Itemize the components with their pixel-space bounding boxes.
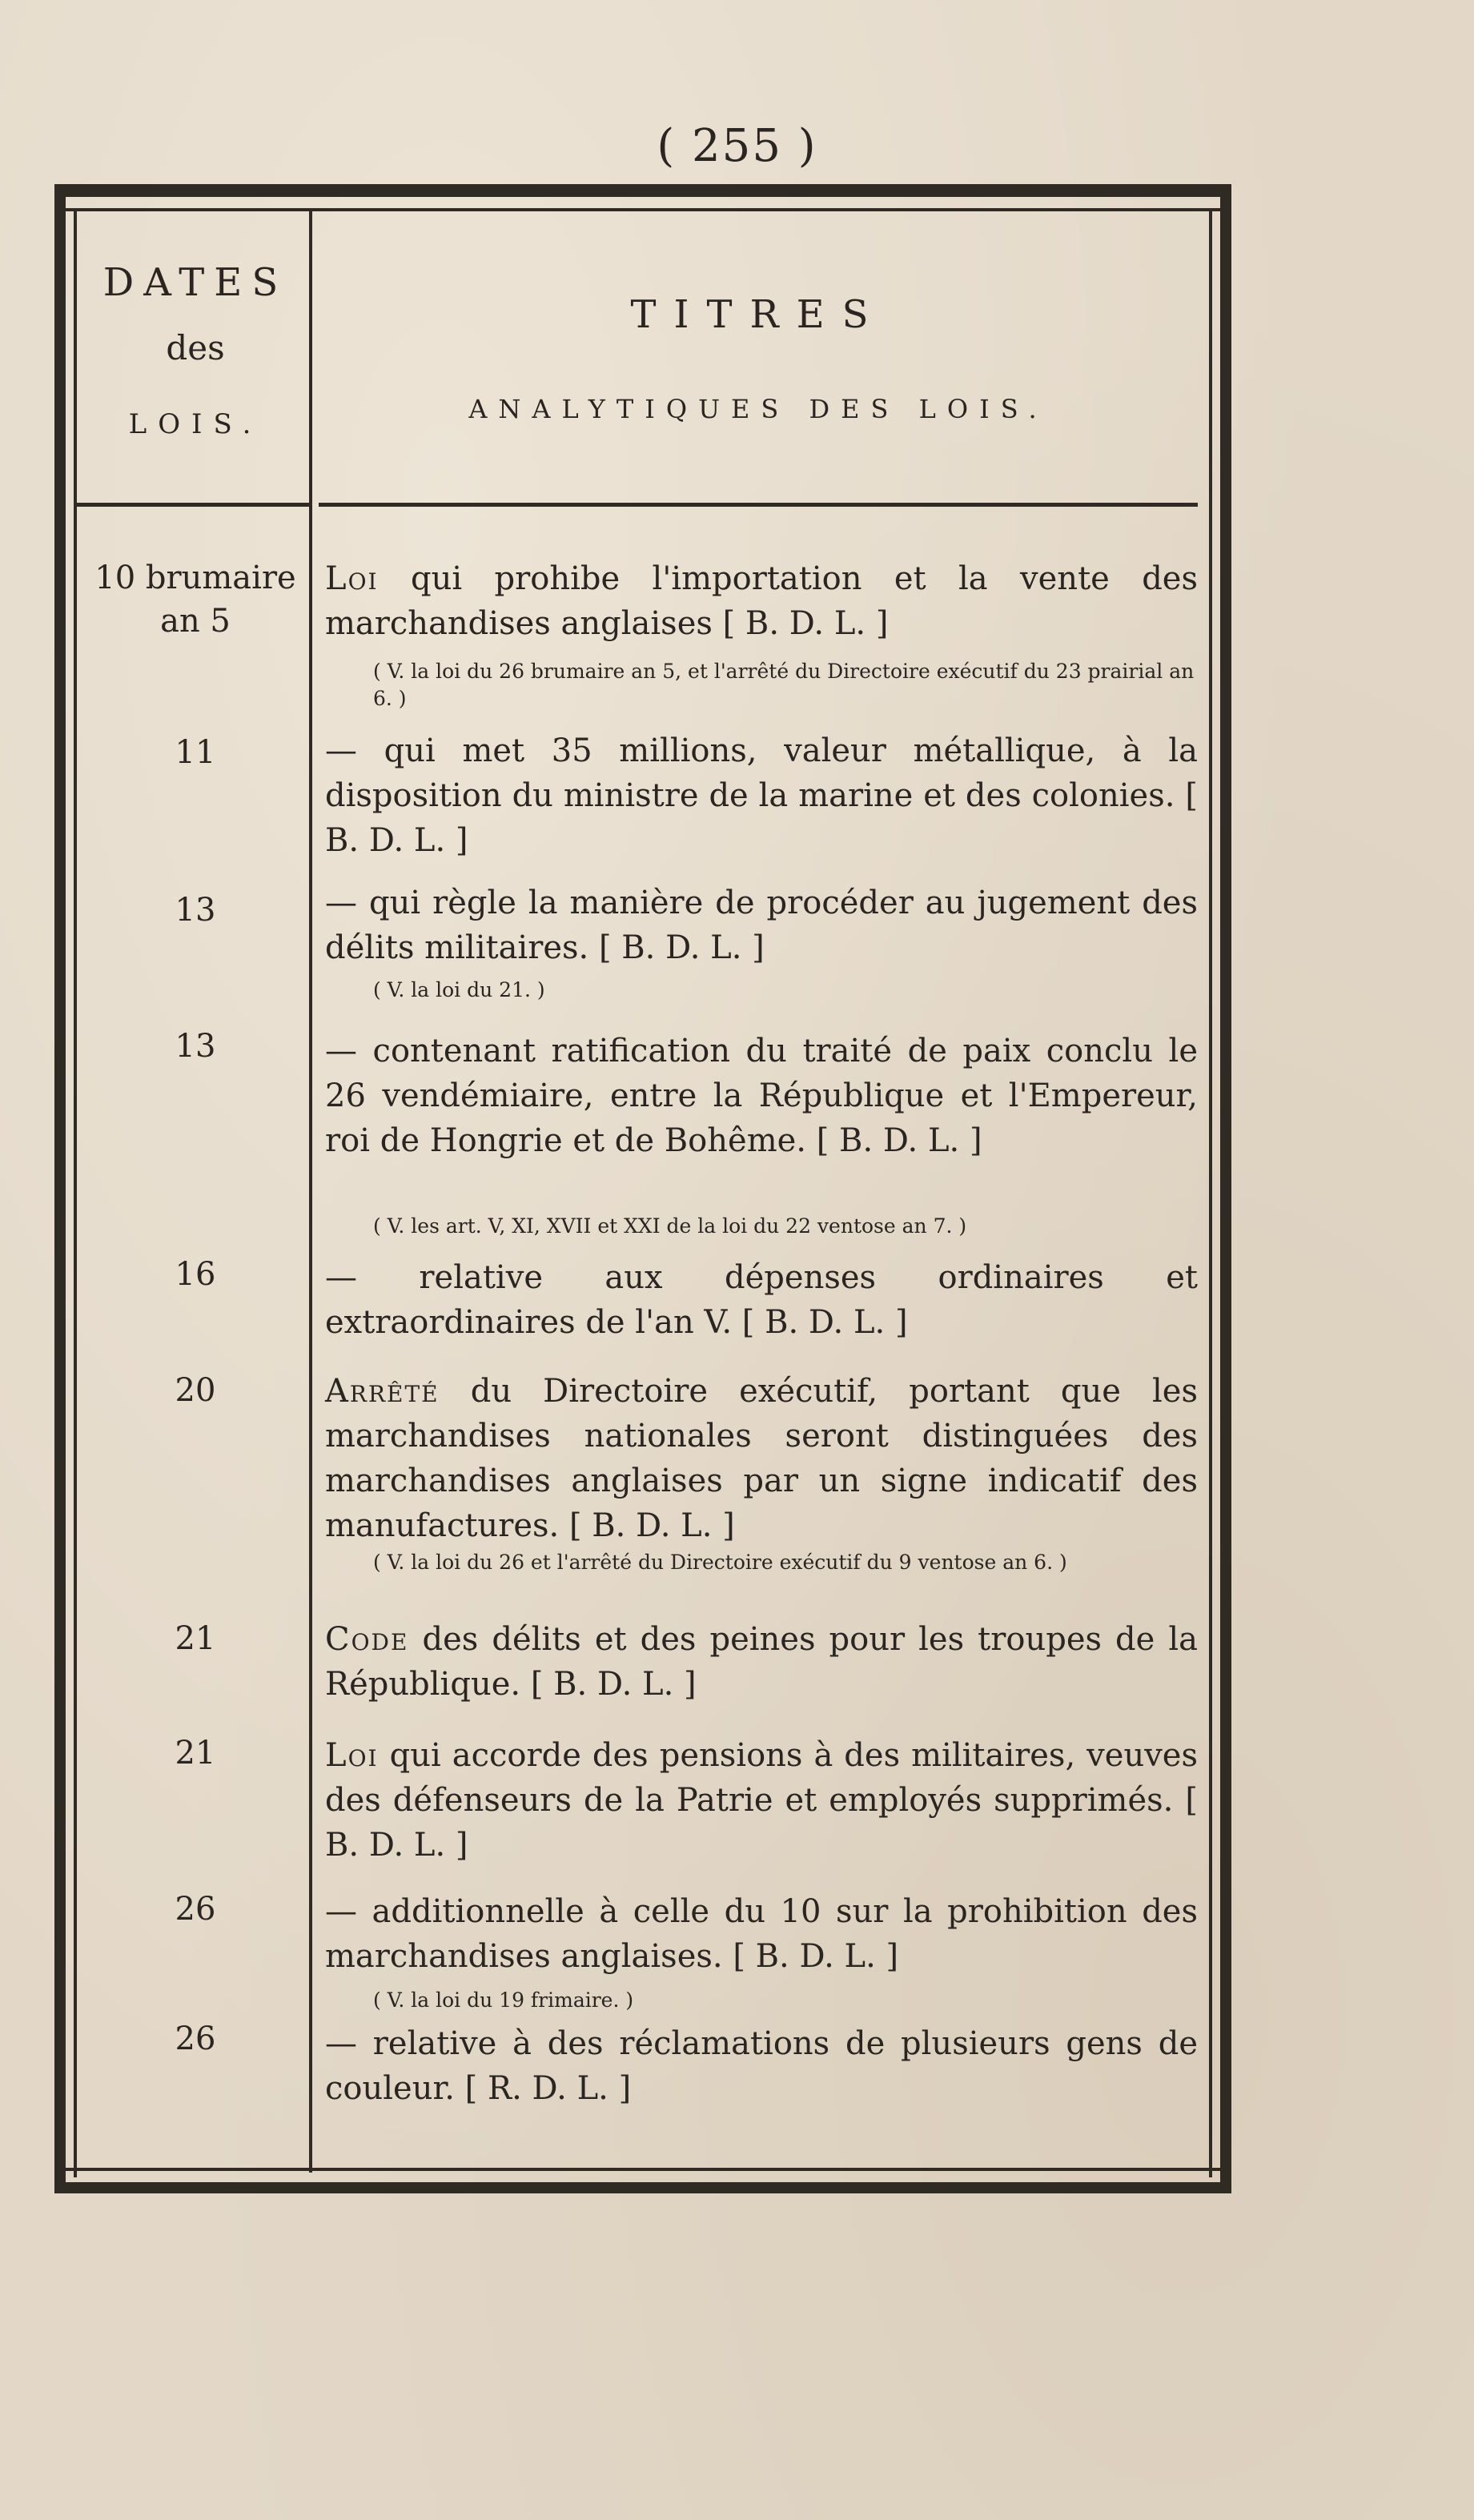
entry-title: — contenant ratification du traité de paix conclu le 26 vendémiaire, entre la République et l'Empereur, roi de Hongrie et de Bohême. [ B. D. L. ]: [325, 1033, 1198, 1159]
header-analytiques: ANALYTIQUES DES LOIS.: [468, 394, 1048, 424]
entry-lead: Arrêté: [325, 1373, 440, 1410]
law-table: [54, 184, 1231, 2193]
entry-title: [325, 1369, 1198, 1548]
entry-note: ( V. la loi du 19 frimaire. ): [373, 1988, 634, 2012]
entry-date-day: 10 brumaire: [94, 560, 296, 596]
header-dates: DATES: [102, 260, 288, 305]
table-bottom-rule: [54, 2182, 1231, 2193]
header-rule-dates: [77, 503, 309, 507]
table-right-border: [1220, 184, 1231, 2193]
header-titres: TITRES: [630, 292, 886, 337]
entry-date: 26: [175, 2020, 216, 2057]
entry-title: — relative aux dépenses ordinaires et extraordinaires de l'an V. [ B. D. L. ]: [325, 1259, 1198, 1341]
entry-lead: Loi: [325, 560, 379, 597]
entry-date: 13: [175, 892, 216, 929]
entry-title: [325, 1617, 1198, 1707]
header-des: des: [166, 328, 225, 367]
entry-date: 11: [175, 734, 216, 771]
entry-note: ( V. la loi du 26 brumaire an 5, et l'arrêté du Directoire exécutif du 23 prairial an 6. ): [373, 660, 1195, 710]
entry-date: 16: [175, 1256, 216, 1293]
entry-lead: Code: [325, 1621, 409, 1658]
column-divider: [309, 211, 312, 2173]
entry-date: 26: [175, 1891, 216, 1928]
entry-date-year: an 5: [160, 603, 231, 640]
entry-date: 13: [175, 1028, 216, 1065]
table-right-thin-border: [1209, 208, 1212, 2177]
table-top-thin-rule: [54, 208, 1231, 211]
entry-title: — qui règle la manière de procéder au jugement des délits militaires. [ B. D. L. ]: [325, 885, 1198, 966]
entry-title: — relative à des réclamations de plusieurs gens de couleur. [ R. D. L. ]: [325, 2025, 1198, 2107]
page-number: ( 255 ): [657, 120, 817, 172]
entry-lead: Loi: [325, 1737, 379, 1774]
entry-date: 20: [175, 1372, 216, 1409]
table-top-rule: [54, 184, 1231, 197]
entry-note: ( V. la loi du 21. ): [373, 978, 545, 1001]
entry-body: qui prohibe l'importation et la vente des marchandises anglaises [ B. D. L. ]: [325, 560, 1198, 642]
header-lois: LOIS.: [128, 408, 263, 440]
entry-title: — additionnelle à celle du 10 sur la prohibition des marchandises anglaises. [ B. D. L. ]: [325, 1893, 1198, 1975]
entry-title: [325, 556, 1198, 646]
header-rule-titres: [319, 503, 1198, 507]
entry-body: du Directoire exécutif, portant que les marchandises nationales seront distinguées des marchandises anglaises par un signe indicatif des manufactures. [ B. D. L. ]: [325, 1373, 1198, 1544]
entry-date: 21: [175, 1620, 216, 1657]
entry-title: — qui met 35 millions, valeur métallique, à la disposition du ministre de la marine et des colonies. [ B. D. L. ]: [325, 732, 1198, 859]
entry-body: qui accorde des pensions à des militaires, veuves des défenseurs de la Patrie et employés supprimés. [ B. D. L. ]: [325, 1737, 1199, 1864]
entry-title: [325, 1733, 1198, 1868]
entry-date: 21: [175, 1735, 216, 1772]
table-bottom-thin-rule: [54, 2168, 1231, 2171]
entry-note: ( V. la loi du 26 et l'arrêté du Directoire exécutif du 9 ventose an 6. ): [373, 1551, 1067, 1574]
entry-body: des délits et des peines pour les troupes de la République. [ B. D. L. ]: [325, 1621, 1199, 1703]
entry-date: [82, 556, 309, 643]
entry-note: ( V. les art. V, XI, XVII et XXI de la loi du 22 ventose an 7. ): [373, 1214, 967, 1238]
table-left-border: [54, 184, 66, 2193]
